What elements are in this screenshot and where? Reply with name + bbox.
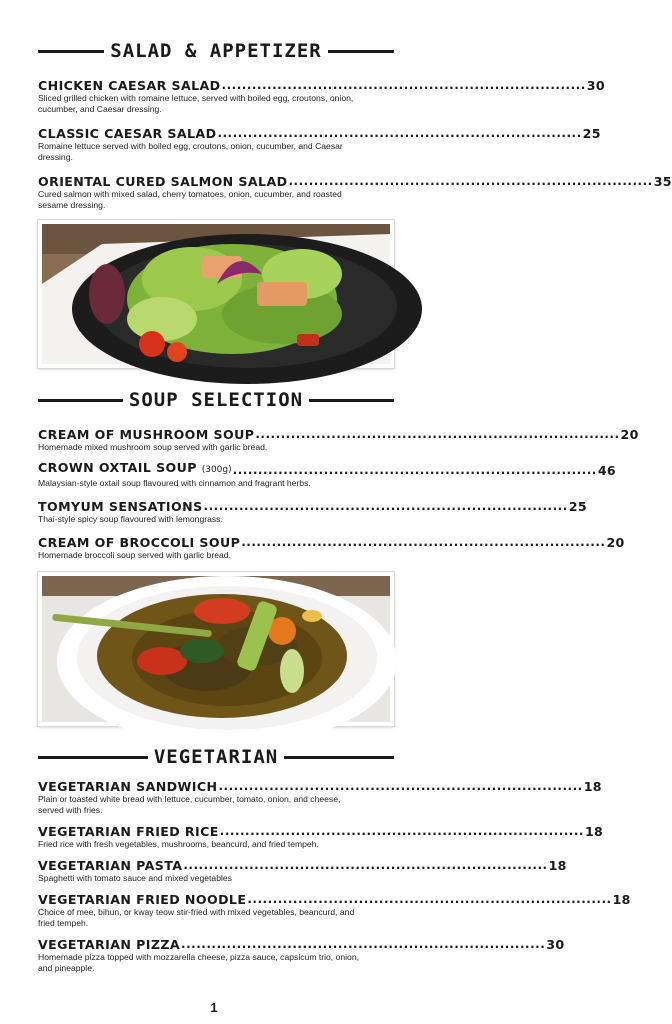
item-price: 18 [548, 858, 567, 873]
header-rule-right [328, 50, 394, 53]
item-price: 18 [584, 824, 604, 839]
dot-leader: ........................................................................ [218, 779, 583, 793]
item-name [38, 460, 232, 478]
item-description: Homemade broccoli soup served with garlic bread. [38, 550, 231, 560]
menu-item-cream-of-mushroom-soup [38, 425, 639, 453]
dot-leader: ........................................................................ [217, 126, 582, 140]
item-name: VEGETARIAN FRIED NOODLE [38, 892, 247, 907]
item-name: CREAM OF MUSHROOM SOUP [38, 427, 255, 442]
dot-leader: ........................................................................ [247, 892, 612, 906]
page-number: 1 [210, 1000, 218, 1015]
item-price: 25 [582, 126, 601, 141]
menu-item-cream-of-broccoli-soup [38, 533, 625, 561]
item-description: Malaysian-style oxtail soup flavoured with cinnamon and fragrant herbs. [38, 478, 311, 488]
menu-item-vegetarian-sandwich [38, 777, 602, 815]
menu-item-crown-oxtail-soup [38, 460, 616, 489]
soup-photo [38, 572, 394, 726]
menu-item-tomyum-sensations [38, 497, 587, 525]
item-description: Choice of mee, bihun, or kway teow stir-fried with mixed vegetables, beancurd, and fried tempeh. [38, 907, 355, 928]
item-description: Spaghetti with tomato sauce and mixed vegetables [38, 873, 232, 883]
item-description: Cured salmon with mixed salad, cherry tomatoes, onion, cucumber, and roasted sesame dressing. [38, 189, 342, 210]
item-name: CHICKEN CAESAR SALAD [38, 78, 221, 93]
menu-item-oriental-cured-salmon-salad [38, 172, 672, 210]
item-description: Thai-style spicy soup flavoured with lemongrass. [38, 514, 223, 524]
section-title-salad: SALAD & APPETIZER [110, 40, 322, 62]
item-name: VEGETARIAN FRIED RICE [38, 824, 219, 839]
item-price: 25 [568, 499, 587, 514]
dot-leader: ........................................................................ [232, 463, 597, 477]
section-title-vegetarian: VEGETARIAN [153, 746, 279, 768]
item-name-text: CROWN OXTAIL SOUP [38, 460, 197, 475]
item-name: VEGETARIAN PASTA [38, 858, 183, 873]
dot-leader: ........................................................................ [288, 174, 653, 188]
dot-leader: ........................................................................ [221, 78, 586, 92]
item-description: Homemade pizza topped with mozzarella cheese, pizza sauce, capsicum trio, onion, and pineapple. [38, 952, 359, 973]
section-header-soup [38, 387, 394, 413]
section-header-vegetarian [38, 744, 394, 770]
item-name: TOMYUM SENSATIONS [38, 499, 203, 514]
item-name: CLASSIC CAESAR SALAD [38, 126, 217, 141]
item-name: CREAM OF BROCCOLI SOUP [38, 535, 241, 550]
dot-leader: ........................................................................ [219, 824, 584, 838]
menu-item-classic-caesar-salad [38, 124, 601, 162]
salad-photo [38, 220, 394, 368]
dot-leader: ........................................................................ [181, 937, 546, 951]
dot-leader: ........................................................................ [255, 427, 620, 441]
item-price: 35 [653, 174, 672, 189]
item-name: VEGETARIAN PIZZA [38, 937, 181, 952]
item-description: Sliced grilled chicken with romaine lettuce, served with boiled egg, croutons, onion, cucumber, and Caesar dressing. [38, 93, 354, 114]
item-name: ORIENTAL CURED SALMON SALAD [38, 174, 288, 189]
header-rule-right [284, 756, 394, 759]
item-price: 46 [597, 463, 616, 478]
header-rule-left [38, 399, 123, 402]
menu-item-vegetarian-pasta [38, 856, 567, 884]
menu-item-vegetarian-pizza [38, 935, 565, 973]
item-description: Romaine lettuce served with boiled egg, croutons, onion, cucumber, and Caesar dressing. [38, 141, 343, 162]
menu-item-vegetarian-fried-noodle [38, 890, 631, 928]
item-price: 30 [546, 937, 565, 952]
menu-item-chicken-caesar-salad [38, 76, 605, 114]
item-name: VEGETARIAN SANDWICH [38, 779, 218, 794]
dot-leader: ........................................................................ [183, 858, 548, 872]
item-weight: (300g) [201, 465, 232, 475]
dot-leader: ........................................................................ [241, 535, 606, 549]
item-description: Fried rice with fresh vegetables, mushrooms, beancurd, and fried tempeh. [38, 839, 319, 849]
header-rule-left [38, 50, 104, 53]
item-price: 20 [620, 427, 639, 442]
header-rule-left [38, 756, 148, 759]
menu-item-vegetarian-fried-rice [38, 822, 604, 850]
header-rule-right [309, 399, 394, 402]
item-price: 20 [606, 535, 625, 550]
section-header-salad [38, 38, 394, 64]
item-price: 18 [583, 779, 602, 794]
dot-leader: ........................................................................ [203, 499, 568, 513]
item-description: Plain or toasted white bread with lettuce, cucumber, tomato, onion, and cheese, served with fries. [38, 794, 341, 815]
item-price: 30 [586, 78, 605, 93]
item-description: Homemade mixed mushroom soup served with garlic bread. [38, 442, 268, 452]
section-title-soup: SOUP SELECTION [128, 389, 304, 411]
item-price: 18 [612, 892, 631, 907]
